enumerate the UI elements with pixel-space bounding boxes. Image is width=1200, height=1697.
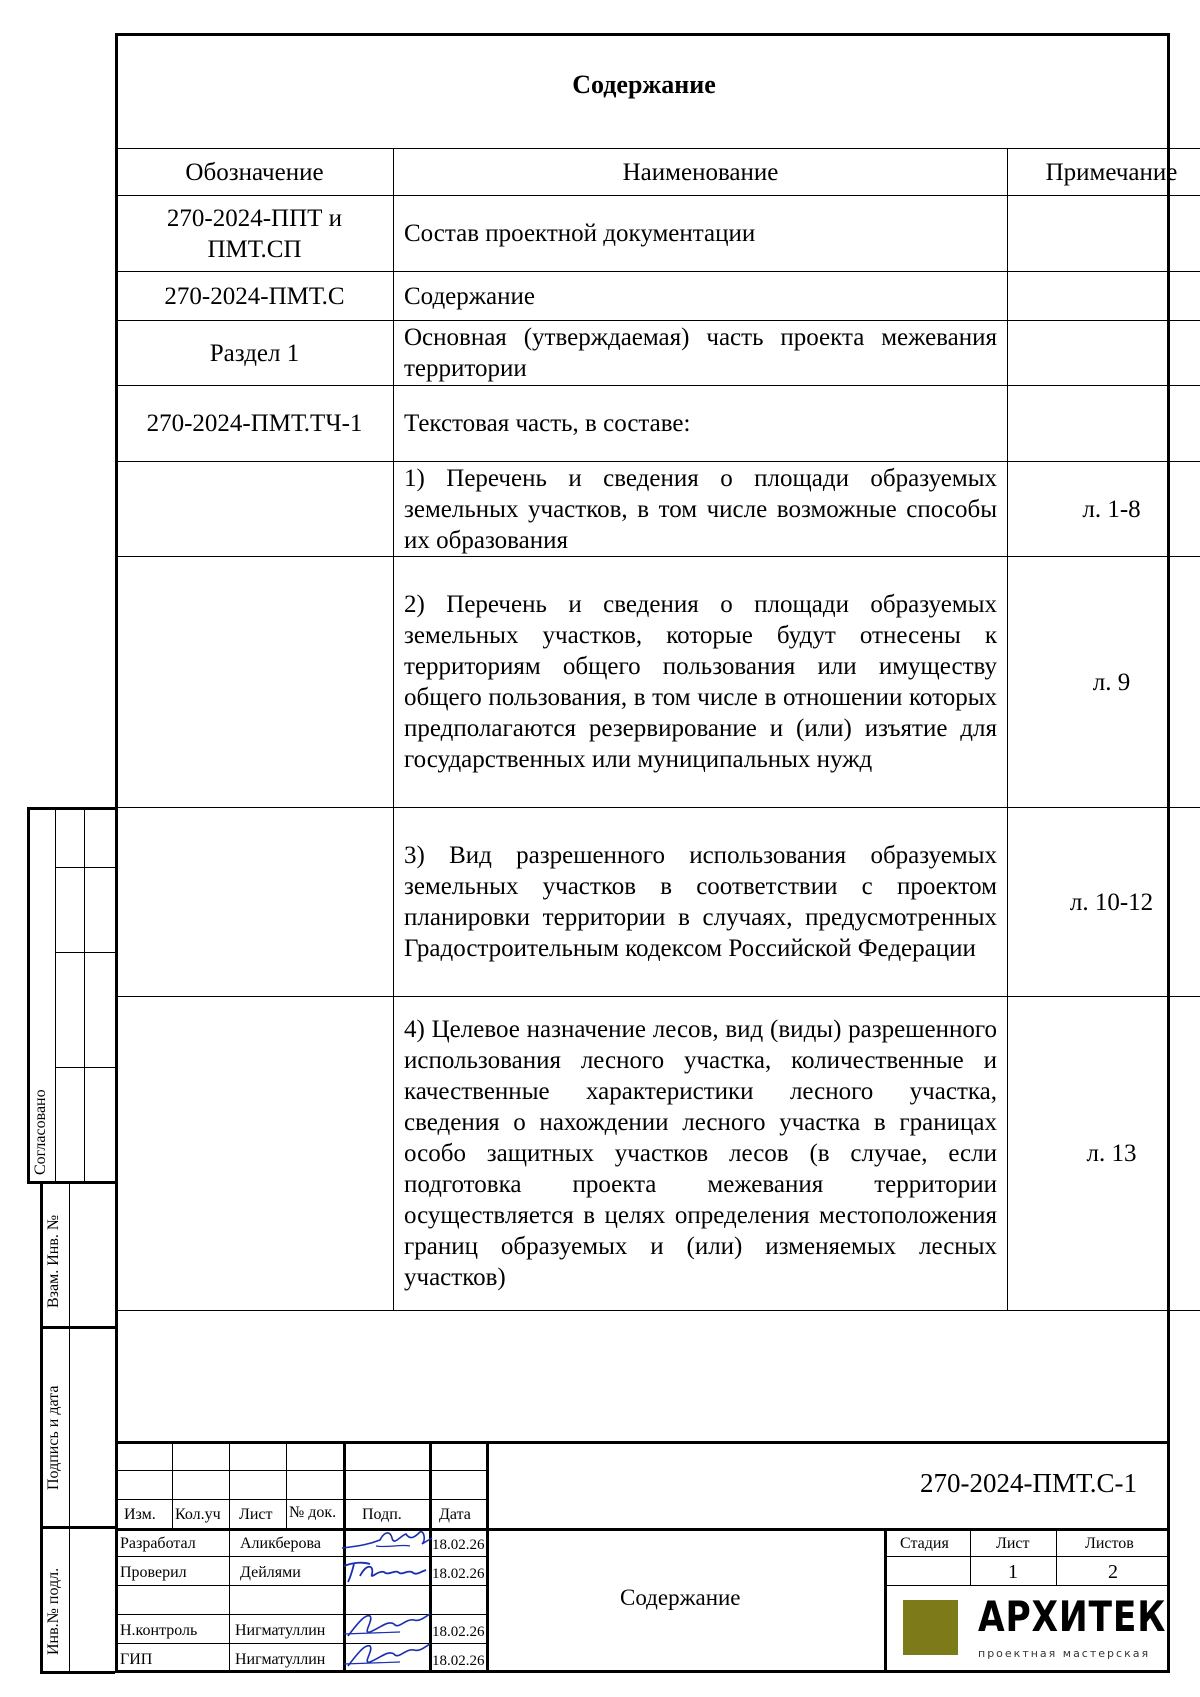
row-name: Основная (утверждаемая) часть проекта межевания территории [394, 321, 1008, 386]
row-designation [116, 997, 394, 1311]
row-name: 4) Целевое назначение лесов, вид (виды) разрешенного использования лесного участка, количественные и качественные характеристики лесного участка, сведения о нахождении лесного участка в границах особо защитных участков лесов (в случае, если подготовка проекта межевания территории осуществляется в целях определения местоположения границ образуемых и (или) изменяемых лесных участков) [394, 997, 1008, 1311]
row-designation [116, 557, 394, 808]
table-header-row [116, 149, 1200, 196]
role-ncontrol: Н.контроль [120, 1622, 198, 1639]
row-name: Текстовая часть, в составе: [394, 386, 1008, 462]
name-gip: Нигматуллин [235, 1651, 326, 1668]
row-name: Содержание [394, 272, 1008, 321]
row-note: л. 1-8 [1008, 462, 1200, 557]
sign-date-label: Подпись и дата [45, 1385, 62, 1490]
row-designation: 270-2024-ППТ и ПМТ.СП [116, 196, 394, 272]
logo-text: АРХИТЕК [978, 1592, 1167, 1641]
row-designation [116, 808, 394, 997]
document-number: 270-2024-ПМТ.С-1 [920, 1468, 1138, 1498]
row-note [1008, 321, 1200, 386]
header-name: Наименование [394, 149, 1008, 196]
col-date: Дата [439, 1506, 471, 1523]
row-note [1008, 386, 1200, 462]
date-gip: 18.02.26 [432, 1653, 485, 1669]
table-row [116, 997, 1200, 1311]
table-row [116, 386, 1200, 462]
sheets-label: Листов [1085, 1535, 1134, 1552]
table-row [116, 462, 1200, 557]
row-note [1008, 272, 1200, 321]
logo-subtitle: проектная мастерская [978, 1647, 1151, 1660]
sheet-label: Лист [996, 1535, 1030, 1552]
sheet-value: 1 [1008, 1561, 1018, 1583]
row-designation: 270-2024-ПМТ.ТЧ-1 [116, 386, 394, 462]
role-gip: ГИП [120, 1651, 153, 1668]
table-row [116, 808, 1200, 997]
row-designation: Раздел 1 [116, 321, 394, 386]
col-ndok: № док. [289, 1504, 337, 1521]
stage-label: Стадия [900, 1535, 949, 1552]
signature-developed [340, 1526, 435, 1558]
inv-orig-label: Инв.№ подл. [45, 1567, 62, 1655]
signature-checked [340, 1556, 430, 1586]
date-developed: 18.02.26 [432, 1537, 485, 1553]
row-note: л. 10-12 [1008, 808, 1200, 997]
col-list: Лист [239, 1506, 273, 1523]
table-row [116, 557, 1200, 808]
agreed-label: Согласовано [32, 1089, 49, 1175]
row-name: 2) Перечень и сведения о площади образуемых земельных участков, которые будут отнесены к территориям общего пользования или имуществу общего пользования, в том числе в отношении которых предполагаются резервирование и (или) изъятие для государственных или муниципальных нужд [394, 557, 1008, 808]
col-koluch: Кол.уч [175, 1506, 221, 1523]
col-izm: Изм. [124, 1506, 156, 1523]
table-row [116, 321, 1200, 386]
row-designation: 270-2024-ПМТ.С [116, 272, 394, 321]
table-row [116, 196, 1200, 272]
name-ncontrol: Нигматуллин [235, 1622, 326, 1639]
inv-replace-label: Взам. Инв. № [45, 1214, 62, 1308]
date-checked: 18.02.26 [432, 1566, 485, 1582]
header-designation: Обозначение [116, 149, 394, 196]
col-podp: Подп. [362, 1506, 402, 1523]
row-name: Состав проектной документации [394, 196, 1008, 272]
sheets-value: 2 [1108, 1561, 1118, 1583]
row-note: л. 13 [1008, 997, 1200, 1311]
row-name: 3) Вид разрешенного использования образуемых земельных участков в соответствии с проектом планировки территории в случаях, предусмотренных Градостроительным кодексом Российской Федерации [394, 808, 1008, 997]
header-note: Примечание [1008, 149, 1200, 196]
name-developed: Аликберова [240, 1535, 321, 1552]
name-checked: Дейлями [240, 1564, 301, 1581]
logo-square [903, 1600, 958, 1655]
row-note: л. 9 [1008, 557, 1200, 808]
signature-ncontrol [340, 1610, 435, 1642]
role-developed: Разработал [120, 1535, 196, 1552]
page-title: Содержание [572, 70, 716, 99]
contents-table [115, 148, 1200, 1311]
table-row [116, 272, 1200, 321]
signature-gip [340, 1640, 435, 1672]
row-designation [116, 462, 394, 557]
document-name: Содержание [620, 1585, 741, 1610]
row-name: 1) Перечень и сведения о площади образуемых земельных участков, в том числе возможные способы их образования [394, 462, 1008, 557]
date-ncontrol: 18.02.26 [432, 1624, 485, 1640]
role-checked: Проверил [120, 1564, 187, 1581]
row-note [1008, 196, 1200, 272]
